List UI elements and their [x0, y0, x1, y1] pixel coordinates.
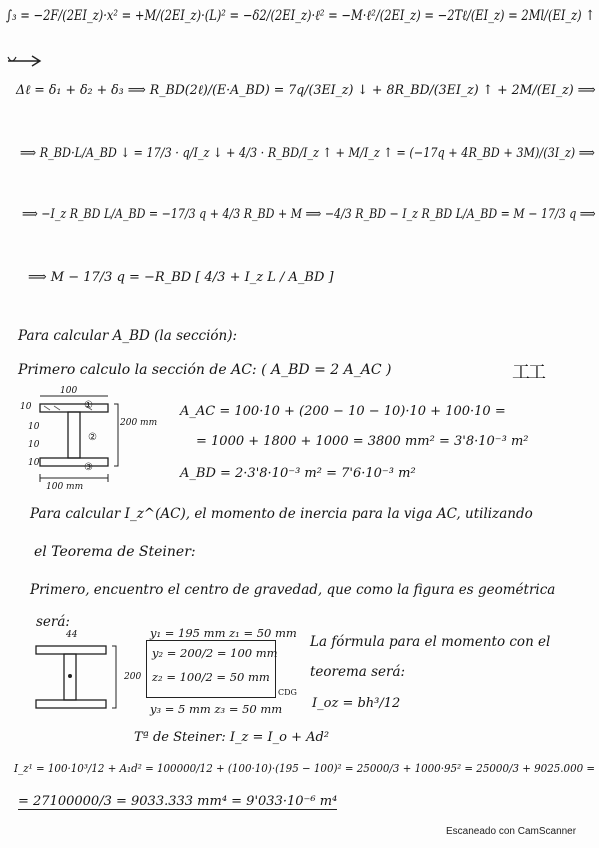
equation-abd: A_BD = 2·3'8·10⁻³ m² = 7'6·10⁻³ m²: [180, 466, 416, 481]
fig1-dim-10a: 10: [20, 402, 32, 412]
fig2-cdg: CDG: [278, 688, 297, 697]
equation-iz1: I_z¹ = 100·10³/12 + A₁d² = 100000/12 + (100·10)·(195 − 100)² = 25000/3 + 1000·95² = 25000/3 + 9025.000 =: [14, 762, 596, 775]
fig1-dim-10c: 10: [28, 440, 40, 450]
centroid-y2: y₂ = 200/2 = 100 mm: [152, 646, 278, 660]
equation-line-5: ⟹ M − 17/3 q = −R_BD [ 4/3 + I_z L / A_BD ]: [28, 270, 334, 285]
equation-aac: A_AC = 100·10 + (200 − 10 − 10)·10 + 100·10 =: [180, 404, 506, 419]
equation-line-2: Δℓ = δ₁ + δ₂ + δ₃ ⟹ R_BD(2ℓ)/(E·A_BD) = 7q/(3EI_z) ↓ + 8R_BD/(3EI_z) ↑ + 2M/(EI_z) ⟹: [16, 83, 596, 98]
text-steiner: Tª de Steiner: I_z = I_o + Ad²: [134, 730, 330, 745]
fig1-dim-10d: 10: [28, 458, 40, 468]
fig1-part-2: ②: [88, 432, 97, 443]
centroid-y3-z3: y₃ = 5 mm z₃ = 50 mm: [150, 702, 283, 716]
scanner-footer: Escaneado con CamScanner: [446, 826, 577, 837]
formula-ioz: I_oz = bh³/12: [312, 696, 401, 711]
arrow-scribble: [6, 54, 46, 68]
equation-iz1-result: = 27100000/3 = 9033.333 mm⁴ = 9'033·10⁻⁶ m⁴: [18, 794, 338, 809]
text-para-calcular-iz: Para calcular I_z^(AC), el momento de inercia para la viga AC, utilizando: [30, 506, 533, 522]
fig1-part-1: ①: [84, 400, 93, 411]
fig2-dim-height: 200: [124, 672, 142, 682]
centroid-y1-z1: y₁ = 195 mm z₁ = 50 mm: [150, 626, 297, 640]
fig1-dim-top: 100: [60, 386, 78, 396]
fig1-part-3: ③: [84, 462, 93, 473]
text-primero-encuentro: Primero, encuentro el centro de gravedad, que como la figura es geométrica: [30, 582, 556, 598]
text-para-calcular-abd: Para calcular A_BD (la sección):: [18, 328, 238, 344]
text-teorema-sera: teorema será:: [310, 664, 406, 680]
equation-line-1: ∫₃ = −2F/(2EI_z)·x² = +M/(2EI_z)·(L)² = −δ2/(2EI_z)·ℓ² = −M·ℓ²/(2EI_z) = −2Tℓ/(EI_z) = 2Ml/(EI_z) ↑: [6, 8, 595, 24]
text-teorema-steiner: el Teorema de Steiner:: [34, 544, 196, 560]
ibeam-section-figure-2: [14, 636, 124, 720]
centroid-z2: z₂ = 100/2 = 50 mm: [152, 670, 270, 684]
equation-line-4: ⟹ −I_z R_BD L/A_BD = −17/3 q + 4/3 R_BD + M ⟹ −4/3 R_BD − I_z R_BD L/A_BD = M − 17/3 q ⟹: [22, 207, 596, 222]
equation-line-3: ⟹ R_BD·L/A_BD ↓ = 17/3 · q/I_z ↓ + 4/3 · R_BD/I_z ↑ + M/I_z ↑ = (−17q + 4R_BD + 3M)/(3I_z) ⟹: [20, 146, 595, 161]
equation-aac-result: = 1000 + 1800 + 1000 = 3800 mm² = 3'8·10⁻³ m²: [196, 434, 529, 449]
fig2-dim-top: 44: [66, 630, 78, 640]
fig1-dim-bottom: 100 mm: [46, 482, 84, 492]
text-primero-calculo: Primero calculo la sección de AC: ( A_BD = 2 A_AC ): [18, 362, 392, 378]
fig1-dim-height: 200 mm: [120, 418, 158, 428]
fig1-dim-10b: 10: [28, 422, 40, 432]
text-sera: será:: [36, 614, 70, 630]
text-formula: La fórmula para el momento con el: [310, 634, 551, 650]
ibeam-glyph: 工工: [512, 362, 544, 383]
